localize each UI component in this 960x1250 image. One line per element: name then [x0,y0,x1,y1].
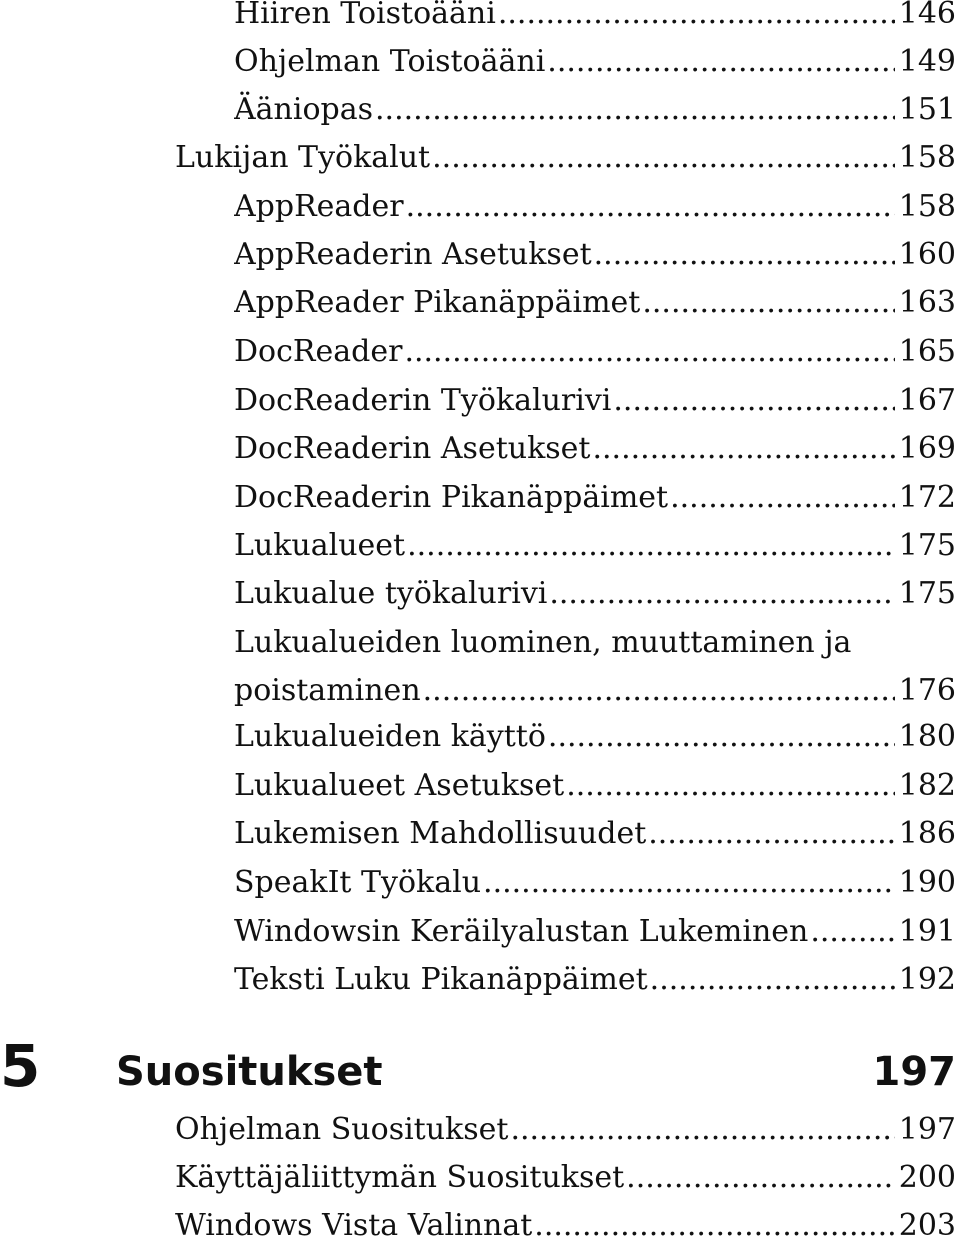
toc-entry-page: 167 [898,383,956,418]
dot-leader [626,1154,895,1202]
toc-entry-title: SpeakIt Työkalu [234,865,482,900]
dot-leader [406,183,895,231]
dot-leader [548,713,895,761]
dot-leader [650,956,895,1004]
toc-entry-title: Lukualueet Asetukset [234,768,565,803]
dot-leader [547,38,894,86]
dot-leader [642,279,894,327]
toc-entry [234,231,956,279]
toc-entry [234,956,956,1004]
toc-entry [234,183,956,231]
dot-leader [592,425,894,473]
toc-entry-page: 176 [898,673,956,708]
dot-leader [613,377,894,425]
dot-leader [432,134,895,182]
dot-leader [810,908,894,956]
toc-entry-title: DocReaderin Pikanäppäimet [234,480,669,515]
toc-entry [234,86,956,134]
toc-entry [234,38,956,86]
toc-entry-page: 182 [898,768,956,803]
toc-entry-page: 175 [898,528,956,563]
toc-entry-page: 151 [898,92,956,127]
toc-entry-page: 186 [898,816,956,851]
toc-entry [175,1106,956,1154]
toc-entry [234,762,956,810]
toc-entry-page: 172 [898,480,956,515]
toc-entry [234,474,956,522]
toc-entry [234,667,956,715]
toc-entry-page: 203 [898,1208,956,1243]
toc-entry-title: Lukualue työkalurivi [234,576,548,611]
toc-entry-title: Käyttäjäliittymän Suositukset [175,1160,625,1195]
toc-entry-title: Ohjelman Suositukset [175,1112,509,1147]
toc-entry-title: Windows Vista Valinnat [175,1208,533,1243]
toc-entry-title: AppReaderin Asetukset [234,237,592,272]
toc-entry-title: Ääniopas [234,92,374,127]
dot-leader [483,859,895,907]
toc-entry [234,377,956,425]
dot-leader [549,570,894,618]
toc-entry-title-line2: poistaminen [234,673,421,708]
chapter-page: 197 [872,1049,956,1095]
dot-leader [566,762,895,810]
toc-entry-title: Hiiren Toistoääni [234,0,496,31]
dot-leader [423,667,895,715]
toc-entry-title: DocReaderin Työkalurivi [234,383,612,418]
toc-entry-title: AppReader Pikanäppäimet [234,285,641,320]
dot-leader [534,1202,894,1250]
toc-entry-title: DocReaderin Asetukset [234,431,591,466]
dot-leader [498,0,895,38]
toc-entry-page: 197 [898,1112,956,1147]
toc-entry [234,570,956,618]
dot-leader [407,522,895,570]
toc-entry-page: 192 [898,962,956,997]
toc-entry-page: 163 [898,285,956,320]
toc-entry-page: 200 [898,1160,956,1195]
toc-entry-title: DocReader [234,334,403,369]
toc-entry [234,713,956,761]
toc-entry-page: 146 [898,0,956,31]
chapter-number: 5 [0,1032,41,1100]
toc-entry [234,0,956,38]
toc-entry-title: Teksti Luku Pikanäppäimet [234,962,648,997]
toc-entry-page: 175 [898,576,956,611]
toc-entry [234,522,956,570]
toc-entry [234,279,956,327]
toc-entry-page: 180 [898,719,956,754]
dot-leader [670,474,895,522]
toc-entry-title: AppReader [234,189,404,224]
toc-entry-title: Lukijan Työkalut [175,140,431,175]
toc-entry-page: 158 [898,140,956,175]
toc-entry-title: Lukemisen Mahdollisuudet [234,816,647,851]
toc-entry-page: 191 [898,914,956,949]
toc-entry-page: 149 [898,44,956,79]
toc-entry-page: 160 [898,237,956,272]
toc-entry-title-line1: Lukualueiden luominen, muuttaminen ja [234,625,852,660]
toc-entry-page: 169 [898,431,956,466]
toc-entry-title: Lukualueiden käyttö [234,719,546,754]
toc-entry-page: 190 [898,865,956,900]
chapter-heading [0,1032,956,1104]
chapter-title: Suositukset [116,1049,383,1095]
toc-entry [234,328,956,376]
toc-entry-title: Windowsin Keräilyalustan Lukeminen [234,914,809,949]
dot-leader [648,810,894,858]
toc-entry [175,1202,956,1250]
dot-leader [404,328,894,376]
dot-leader [594,231,895,279]
toc-entry-page: 165 [898,334,956,369]
toc-entry [175,134,956,182]
toc-entry-title: Ohjelman Toistoääni [234,44,546,79]
dot-leader [375,86,895,134]
toc-entry [234,425,956,473]
toc-entry [234,810,956,858]
toc-entry [234,908,956,956]
toc-entry-page: 158 [898,189,956,224]
toc-entry [175,1154,956,1202]
toc-entry-title: Lukualueet [234,528,406,563]
toc-entry [234,859,956,907]
dot-leader [510,1106,894,1154]
